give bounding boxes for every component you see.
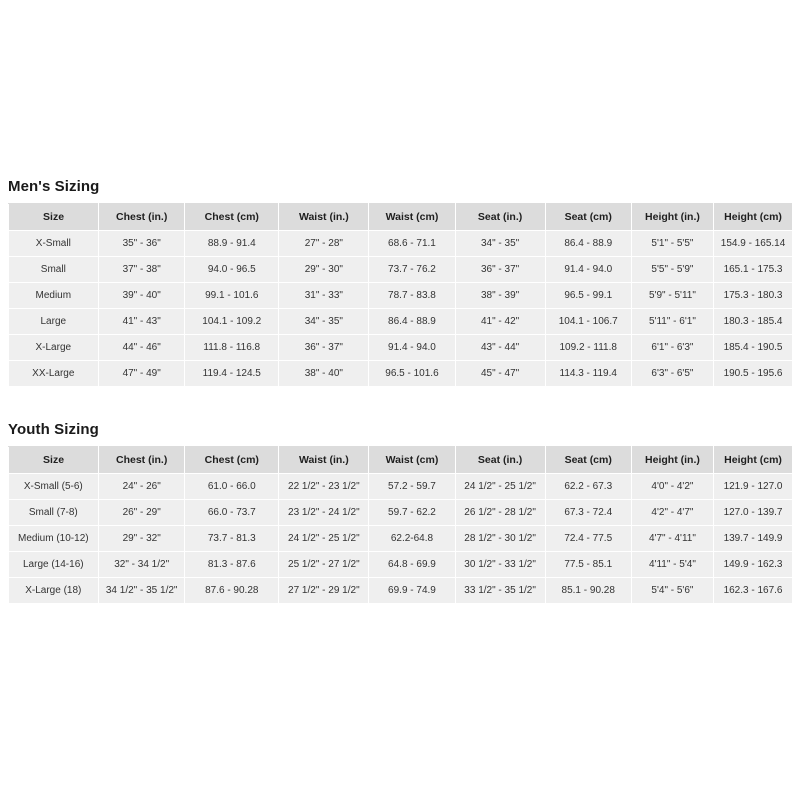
cell-height-cm: 165.1 - 175.3: [714, 257, 792, 283]
cell-waist-cm: 91.4 - 94.0: [369, 335, 455, 361]
cell-waist-cm: 57.2 - 59.7: [369, 474, 455, 500]
cell-height-in: 5'4" - 5'6": [631, 578, 713, 604]
cell-size: X-Large (18): [9, 578, 99, 604]
cell-size: Large (14-16): [9, 552, 99, 578]
column-header: Waist (cm): [369, 447, 455, 474]
cell-chest-in: 41" - 43": [99, 309, 185, 335]
cell-chest-cm: 111.8 - 116.8: [185, 335, 279, 361]
cell-seat-in: 41" - 42": [455, 309, 545, 335]
column-header: Seat (in.): [455, 204, 545, 231]
cell-height-cm: 162.3 - 167.6: [714, 578, 792, 604]
cell-chest-in: 37" - 38": [99, 257, 185, 283]
cell-chest-cm: 87.6 - 90.28: [185, 578, 279, 604]
cell-chest-cm: 81.3 - 87.6: [185, 552, 279, 578]
cell-seat-cm: 77.5 - 85.1: [545, 552, 631, 578]
cell-height-cm: 139.7 - 149.9: [714, 526, 792, 552]
cell-seat-cm: 114.3 - 119.4: [545, 361, 631, 387]
cell-waist-cm: 62.2-64.8: [369, 526, 455, 552]
cell-chest-cm: 88.9 - 91.4: [185, 231, 279, 257]
cell-waist-in: 27" - 28": [279, 231, 369, 257]
table-row: [9, 578, 793, 604]
table-row: [9, 283, 793, 309]
cell-height-in: 4'0" - 4'2": [631, 474, 713, 500]
cell-seat-cm: 72.4 - 77.5: [545, 526, 631, 552]
cell-size: Large: [9, 309, 99, 335]
cell-size: Small (7-8): [9, 500, 99, 526]
mens-sizing-table: [8, 203, 792, 387]
cell-chest-cm: 99.1 - 101.6: [185, 283, 279, 309]
table-row: [9, 309, 793, 335]
column-header: Height (in.): [631, 447, 713, 474]
table-row: [9, 526, 793, 552]
cell-seat-cm: 62.2 - 67.3: [545, 474, 631, 500]
cell-seat-cm: 104.1 - 106.7: [545, 309, 631, 335]
column-header: Height (cm): [714, 204, 792, 231]
cell-chest-cm: 66.0 - 73.7: [185, 500, 279, 526]
cell-waist-in: 23 1/2" - 24 1/2": [279, 500, 369, 526]
cell-waist-in: 22 1/2" - 23 1/2": [279, 474, 369, 500]
cell-height-cm: 149.9 - 162.3: [714, 552, 792, 578]
column-header: Waist (in.): [279, 204, 369, 231]
cell-waist-cm: 64.8 - 69.9: [369, 552, 455, 578]
mens-sizing-section: [8, 178, 792, 387]
cell-size: XX-Large: [9, 361, 99, 387]
cell-chest-in: 47" - 49": [99, 361, 185, 387]
cell-height-cm: 121.9 - 127.0: [714, 474, 792, 500]
cell-chest-in: 44" - 46": [99, 335, 185, 361]
column-header: Seat (in.): [455, 447, 545, 474]
cell-chest-in: 32" - 34 1/2": [99, 552, 185, 578]
cell-seat-in: 30 1/2" - 33 1/2": [455, 552, 545, 578]
cell-waist-in: 36" - 37": [279, 335, 369, 361]
table-row: [9, 231, 793, 257]
cell-seat-in: 36" - 37": [455, 257, 545, 283]
cell-height-in: 4'11" - 5'4": [631, 552, 713, 578]
cell-waist-cm: 86.4 - 88.9: [369, 309, 455, 335]
column-header: Chest (in.): [99, 447, 185, 474]
cell-size: X-Large: [9, 335, 99, 361]
column-header: Seat (cm): [545, 447, 631, 474]
cell-height-in: 6'3" - 6'5": [631, 361, 713, 387]
cell-seat-cm: 86.4 - 88.9: [545, 231, 631, 257]
cell-size: Small: [9, 257, 99, 283]
cell-height-cm: 180.3 - 185.4: [714, 309, 792, 335]
cell-chest-in: 34 1/2" - 35 1/2": [99, 578, 185, 604]
cell-size: X-Small (5-6): [9, 474, 99, 500]
cell-chest-cm: 119.4 - 124.5: [185, 361, 279, 387]
cell-height-in: 5'1" - 5'5": [631, 231, 713, 257]
cell-waist-cm: 73.7 - 76.2: [369, 257, 455, 283]
cell-seat-in: 28 1/2" - 30 1/2": [455, 526, 545, 552]
column-header: Chest (cm): [185, 447, 279, 474]
cell-waist-cm: 59.7 - 62.2: [369, 500, 455, 526]
cell-height-cm: 127.0 - 139.7: [714, 500, 792, 526]
cell-size: Medium: [9, 283, 99, 309]
cell-size: X-Small: [9, 231, 99, 257]
cell-seat-in: 43" - 44": [455, 335, 545, 361]
cell-seat-cm: 67.3 - 72.4: [545, 500, 631, 526]
cell-chest-cm: 94.0 - 96.5: [185, 257, 279, 283]
cell-height-in: 4'2" - 4'7": [631, 500, 713, 526]
cell-height-cm: 190.5 - 195.6: [714, 361, 792, 387]
cell-seat-in: 33 1/2" - 35 1/2": [455, 578, 545, 604]
column-header: Height (in.): [631, 204, 713, 231]
cell-waist-in: 24 1/2" - 25 1/2": [279, 526, 369, 552]
cell-height-in: 5'9" - 5'11": [631, 283, 713, 309]
table-header-row: [9, 447, 793, 474]
mens-sizing-title: Men's Sizing: [8, 178, 100, 195]
cell-waist-in: 27 1/2" - 29 1/2": [279, 578, 369, 604]
cell-chest-in: 26" - 29": [99, 500, 185, 526]
cell-seat-cm: 91.4 - 94.0: [545, 257, 631, 283]
cell-chest-in: 39" - 40": [99, 283, 185, 309]
cell-chest-in: 24" - 26": [99, 474, 185, 500]
youth-sizing-table: [8, 446, 792, 604]
cell-height-cm: 185.4 - 190.5: [714, 335, 792, 361]
cell-waist-in: 25 1/2" - 27 1/2": [279, 552, 369, 578]
cell-chest-in: 29" - 32": [99, 526, 185, 552]
cell-waist-cm: 78.7 - 83.8: [369, 283, 455, 309]
column-header: Size: [9, 447, 99, 474]
youth-sizing-title: Youth Sizing: [8, 421, 99, 438]
cell-height-in: 5'5" - 5'9": [631, 257, 713, 283]
cell-seat-in: 38" - 39": [455, 283, 545, 309]
cell-waist-in: 38" - 40": [279, 361, 369, 387]
youth-sizing-section: [8, 421, 792, 604]
cell-chest-cm: 73.7 - 81.3: [185, 526, 279, 552]
cell-chest-cm: 61.0 - 66.0: [185, 474, 279, 500]
column-header: Seat (cm): [545, 204, 631, 231]
cell-waist-in: 31" - 33": [279, 283, 369, 309]
cell-seat-cm: 85.1 - 90.28: [545, 578, 631, 604]
column-header: Waist (cm): [369, 204, 455, 231]
cell-seat-in: 24 1/2" - 25 1/2": [455, 474, 545, 500]
cell-waist-cm: 96.5 - 101.6: [369, 361, 455, 387]
cell-chest-cm: 104.1 - 109.2: [185, 309, 279, 335]
cell-seat-cm: 96.5 - 99.1: [545, 283, 631, 309]
cell-waist-cm: 69.9 - 74.9: [369, 578, 455, 604]
cell-chest-in: 35" - 36": [99, 231, 185, 257]
column-header: Size: [9, 204, 99, 231]
table-row: [9, 474, 793, 500]
cell-waist-cm: 68.6 - 71.1: [369, 231, 455, 257]
table-row: [9, 552, 793, 578]
column-header: Chest (in.): [99, 204, 185, 231]
cell-height-in: 4'7" - 4'11": [631, 526, 713, 552]
table-row: [9, 361, 793, 387]
cell-height-cm: 175.3 - 180.3: [714, 283, 792, 309]
column-header: Chest (cm): [185, 204, 279, 231]
cell-size: Medium (10-12): [9, 526, 99, 552]
cell-seat-cm: 109.2 - 111.8: [545, 335, 631, 361]
column-header: Height (cm): [714, 447, 792, 474]
cell-waist-in: 29" - 30": [279, 257, 369, 283]
table-row: [9, 335, 793, 361]
column-header: Waist (in.): [279, 447, 369, 474]
cell-seat-in: 45" - 47": [455, 361, 545, 387]
cell-height-cm: 154.9 - 165.14: [714, 231, 792, 257]
table-header-row: [9, 204, 793, 231]
table-row: [9, 500, 793, 526]
cell-seat-in: 26 1/2" - 28 1/2": [455, 500, 545, 526]
cell-seat-in: 34" - 35": [455, 231, 545, 257]
cell-height-in: 5'11" - 6'1": [631, 309, 713, 335]
cell-waist-in: 34" - 35": [279, 309, 369, 335]
cell-height-in: 6'1" - 6'3": [631, 335, 713, 361]
table-row: [9, 257, 793, 283]
